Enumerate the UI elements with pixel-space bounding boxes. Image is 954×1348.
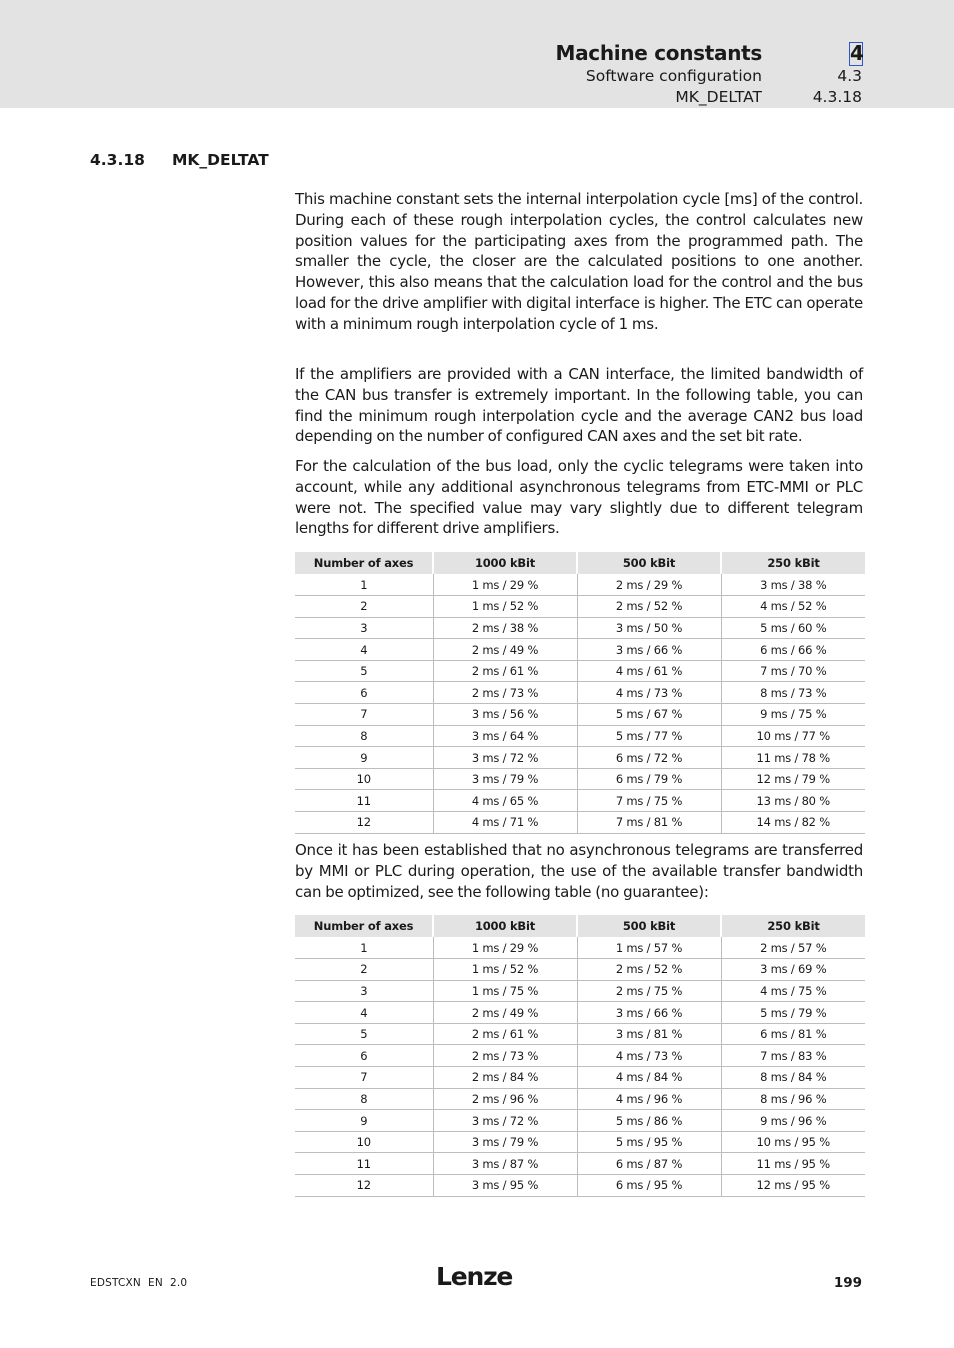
table-cell: 11 ms / 95 % bbox=[721, 1153, 865, 1175]
table-cell: 5 ms / 60 % bbox=[721, 617, 865, 639]
document-code: EDSTCXN EN 2.0 bbox=[90, 1277, 188, 1289]
table-cell: 5 ms / 86 % bbox=[577, 1110, 721, 1132]
table-cell: 5 bbox=[295, 1023, 433, 1045]
table-cell: 6 bbox=[295, 682, 433, 704]
table-cell: 3 ms / 50 % bbox=[577, 617, 721, 639]
table-cell: 3 ms / 38 % bbox=[721, 574, 865, 596]
table-cell: 12 bbox=[295, 812, 433, 834]
table-row bbox=[295, 660, 865, 682]
chapter-title: Machine constants bbox=[555, 41, 762, 65]
table-cell: 2 ms / 29 % bbox=[577, 574, 721, 596]
table-cell: 3 bbox=[295, 980, 433, 1002]
column-header: 1000 kBit bbox=[433, 552, 577, 574]
column-header: 500 kBit bbox=[577, 915, 721, 937]
table-cell: 3 ms / 72 % bbox=[433, 1110, 577, 1132]
table-row bbox=[295, 1002, 865, 1024]
table-cell: 2 ms / 84 % bbox=[433, 1067, 577, 1089]
table-cell: 5 ms / 77 % bbox=[577, 725, 721, 747]
table-cell: 12 bbox=[295, 1175, 433, 1197]
table-row bbox=[295, 768, 865, 790]
table-cell: 7 ms / 75 % bbox=[577, 790, 721, 812]
page-number: 199 bbox=[833, 1275, 862, 1291]
table-cell: 10 bbox=[295, 1131, 433, 1153]
table-cell: 6 ms / 81 % bbox=[721, 1023, 865, 1045]
table-cell: 14 ms / 82 % bbox=[721, 812, 865, 834]
section-heading-title: MK_DELTAT bbox=[172, 151, 269, 169]
table-cell: 1 bbox=[295, 937, 433, 959]
table-cell: 4 bbox=[295, 639, 433, 661]
table-cell: 2 ms / 38 % bbox=[433, 617, 577, 639]
table-cell: 3 ms / 56 % bbox=[433, 704, 577, 726]
paragraph: Once it has been established that no asynchronous telegrams are transferred by MMI or PLC during operation, the use of the available transfer bandwidth can be optimized, see the following table (no guarantee): bbox=[295, 841, 863, 901]
table-cell: 2 ms / 49 % bbox=[433, 639, 577, 661]
table-row bbox=[295, 596, 865, 618]
table-cell: 7 ms / 70 % bbox=[721, 660, 865, 682]
table-cell: 8 ms / 84 % bbox=[721, 1067, 865, 1089]
table-row bbox=[295, 1067, 865, 1089]
table-cell: 1 ms / 29 % bbox=[433, 937, 577, 959]
table-cell: 2 ms / 61 % bbox=[433, 660, 577, 682]
table-cell: 4 bbox=[295, 1002, 433, 1024]
table-cell: 6 ms / 79 % bbox=[577, 768, 721, 790]
table-cell: 9 bbox=[295, 1110, 433, 1132]
table-row bbox=[295, 617, 865, 639]
table-row bbox=[295, 1175, 865, 1197]
paragraph: For the calculation of the bus load, only the cyclic telegrams were taken into account, while any additional asynchronous telegrams from ETC-MMI or PLC were not. The specified value may vary slightly due to different telegram lengths for different drive amplifiers. bbox=[295, 457, 863, 538]
table-cell: 10 ms / 95 % bbox=[721, 1131, 865, 1153]
table-cell: 12 ms / 95 % bbox=[721, 1175, 865, 1197]
table-cell: 11 ms / 78 % bbox=[721, 747, 865, 769]
table-cell: 6 ms / 72 % bbox=[577, 747, 721, 769]
table-row bbox=[295, 639, 865, 661]
table-cell: 6 ms / 87 % bbox=[577, 1153, 721, 1175]
table-cell: 4 ms / 73 % bbox=[577, 1045, 721, 1067]
table-row bbox=[295, 1153, 865, 1175]
table-cell: 4 ms / 96 % bbox=[577, 1088, 721, 1110]
table-row bbox=[295, 1023, 865, 1045]
column-header: 250 kBit bbox=[721, 552, 865, 574]
table-cell: 3 ms / 87 % bbox=[433, 1153, 577, 1175]
table-cell: 2 ms / 52 % bbox=[577, 959, 721, 981]
table-cell: 4 ms / 52 % bbox=[721, 596, 865, 618]
table-cell: 6 bbox=[295, 1045, 433, 1067]
table-header-row bbox=[295, 552, 865, 574]
column-header: 250 kBit bbox=[721, 915, 865, 937]
table-cell: 3 ms / 72 % bbox=[433, 747, 577, 769]
table-cell: 11 bbox=[295, 1153, 433, 1175]
table-cell: 1 ms / 75 % bbox=[433, 980, 577, 1002]
column-header: 500 kBit bbox=[577, 552, 721, 574]
table-cell: 5 ms / 67 % bbox=[577, 704, 721, 726]
table-cell: 3 ms / 79 % bbox=[433, 1131, 577, 1153]
subsection-number: 4.3.18 bbox=[812, 88, 862, 106]
table-row bbox=[295, 937, 865, 959]
table-cell: 2 ms / 73 % bbox=[433, 1045, 577, 1067]
table-cell: 1 ms / 52 % bbox=[433, 959, 577, 981]
section-title: Software configuration bbox=[585, 67, 762, 85]
table-header-row bbox=[295, 915, 865, 937]
page-header bbox=[0, 0, 954, 108]
table-cell: 3 ms / 66 % bbox=[577, 1002, 721, 1024]
table-row bbox=[295, 747, 865, 769]
bus-load-table-standard bbox=[295, 552, 865, 834]
table-cell: 5 bbox=[295, 660, 433, 682]
chapter-number-link[interactable]: 4 bbox=[850, 41, 864, 65]
table-row bbox=[295, 1131, 865, 1153]
lenze-logo: Lenze bbox=[436, 1262, 513, 1291]
table-cell: 3 bbox=[295, 617, 433, 639]
table-row bbox=[295, 1110, 865, 1132]
table-row bbox=[295, 1088, 865, 1110]
table-cell: 2 ms / 49 % bbox=[433, 1002, 577, 1024]
section-number: 4.3 bbox=[837, 67, 862, 85]
column-header: Number of axes bbox=[295, 915, 433, 937]
table-cell: 7 ms / 83 % bbox=[721, 1045, 865, 1067]
column-header: 1000 kBit bbox=[433, 915, 577, 937]
table-row bbox=[295, 980, 865, 1002]
table-cell: 4 ms / 75 % bbox=[721, 980, 865, 1002]
table-cell: 2 ms / 57 % bbox=[721, 937, 865, 959]
table-cell: 4 ms / 71 % bbox=[433, 812, 577, 834]
table-row bbox=[295, 959, 865, 981]
table-cell: 2 ms / 75 % bbox=[577, 980, 721, 1002]
table-cell: 4 ms / 61 % bbox=[577, 660, 721, 682]
table-cell: 9 bbox=[295, 747, 433, 769]
table-cell: 4 ms / 84 % bbox=[577, 1067, 721, 1089]
table-cell: 2 bbox=[295, 596, 433, 618]
paragraph: This machine constant sets the internal interpolation cycle [ms] of the control. During each of these rough interpolation cycles, the control calculates new position values for the participating axes from the programmed path. The smaller the cycle, the closer are the calculated positions to one another. However, this also means that the calculation load for the control and the bus load for the drive amplifier with digital interface is higher. The ETC can operate with a minimum rough interpolation cycle of 1 ms. bbox=[295, 190, 863, 333]
table-cell: 13 ms / 80 % bbox=[721, 790, 865, 812]
table-cell: 3 ms / 81 % bbox=[577, 1023, 721, 1045]
table-cell: 2 ms / 73 % bbox=[433, 682, 577, 704]
table-row bbox=[295, 790, 865, 812]
subsection-title: MK_DELTAT bbox=[675, 88, 762, 106]
table-cell: 8 ms / 96 % bbox=[721, 1088, 865, 1110]
table-cell: 5 ms / 95 % bbox=[577, 1131, 721, 1153]
table-cell: 3 ms / 95 % bbox=[433, 1175, 577, 1197]
table-cell: 10 ms / 77 % bbox=[721, 725, 865, 747]
bus-load-table-optimized bbox=[295, 915, 865, 1197]
table-cell: 1 bbox=[295, 574, 433, 596]
table-cell: 3 ms / 69 % bbox=[721, 959, 865, 981]
table-cell: 4 ms / 73 % bbox=[577, 682, 721, 704]
table-cell: 2 bbox=[295, 959, 433, 981]
table-cell: 1 ms / 29 % bbox=[433, 574, 577, 596]
table-row bbox=[295, 1045, 865, 1067]
section-heading bbox=[90, 151, 269, 169]
table-cell: 2 ms / 96 % bbox=[433, 1088, 577, 1110]
table-cell: 11 bbox=[295, 790, 433, 812]
table-cell: 10 bbox=[295, 768, 433, 790]
table-cell: 3 ms / 79 % bbox=[433, 768, 577, 790]
table-cell: 2 ms / 61 % bbox=[433, 1023, 577, 1045]
table-cell: 7 ms / 81 % bbox=[577, 812, 721, 834]
table-cell: 9 ms / 96 % bbox=[721, 1110, 865, 1132]
table-cell: 3 ms / 66 % bbox=[577, 639, 721, 661]
table-row bbox=[295, 704, 865, 726]
table-cell: 6 ms / 95 % bbox=[577, 1175, 721, 1197]
column-header: Number of axes bbox=[295, 552, 433, 574]
table-cell: 6 ms / 66 % bbox=[721, 639, 865, 661]
table-cell: 5 ms / 79 % bbox=[721, 1002, 865, 1024]
table-cell: 3 ms / 64 % bbox=[433, 725, 577, 747]
table-cell: 12 ms / 79 % bbox=[721, 768, 865, 790]
table-cell: 7 bbox=[295, 1067, 433, 1089]
table-cell: 2 ms / 52 % bbox=[577, 596, 721, 618]
table-cell: 8 ms / 73 % bbox=[721, 682, 865, 704]
table-cell: 4 ms / 65 % bbox=[433, 790, 577, 812]
table-cell: 8 bbox=[295, 1088, 433, 1110]
table-cell: 1 ms / 57 % bbox=[577, 937, 721, 959]
table-cell: 7 bbox=[295, 704, 433, 726]
table-row bbox=[295, 725, 865, 747]
table-row bbox=[295, 574, 865, 596]
table-row bbox=[295, 812, 865, 834]
table-cell: 9 ms / 75 % bbox=[721, 704, 865, 726]
table-cell: 8 bbox=[295, 725, 433, 747]
section-heading-number: 4.3.18 bbox=[90, 151, 145, 169]
table-cell: 1 ms / 52 % bbox=[433, 596, 577, 618]
table-row bbox=[295, 682, 865, 704]
paragraph: If the amplifiers are provided with a CAN interface, the limited bandwidth of the CAN bus transfer is extremely important. In the following table, you can find the minimum rough interpolation cycle and the average CAN2 bus load depending on the number of configured CAN axes and the set bit rate. bbox=[295, 365, 863, 446]
